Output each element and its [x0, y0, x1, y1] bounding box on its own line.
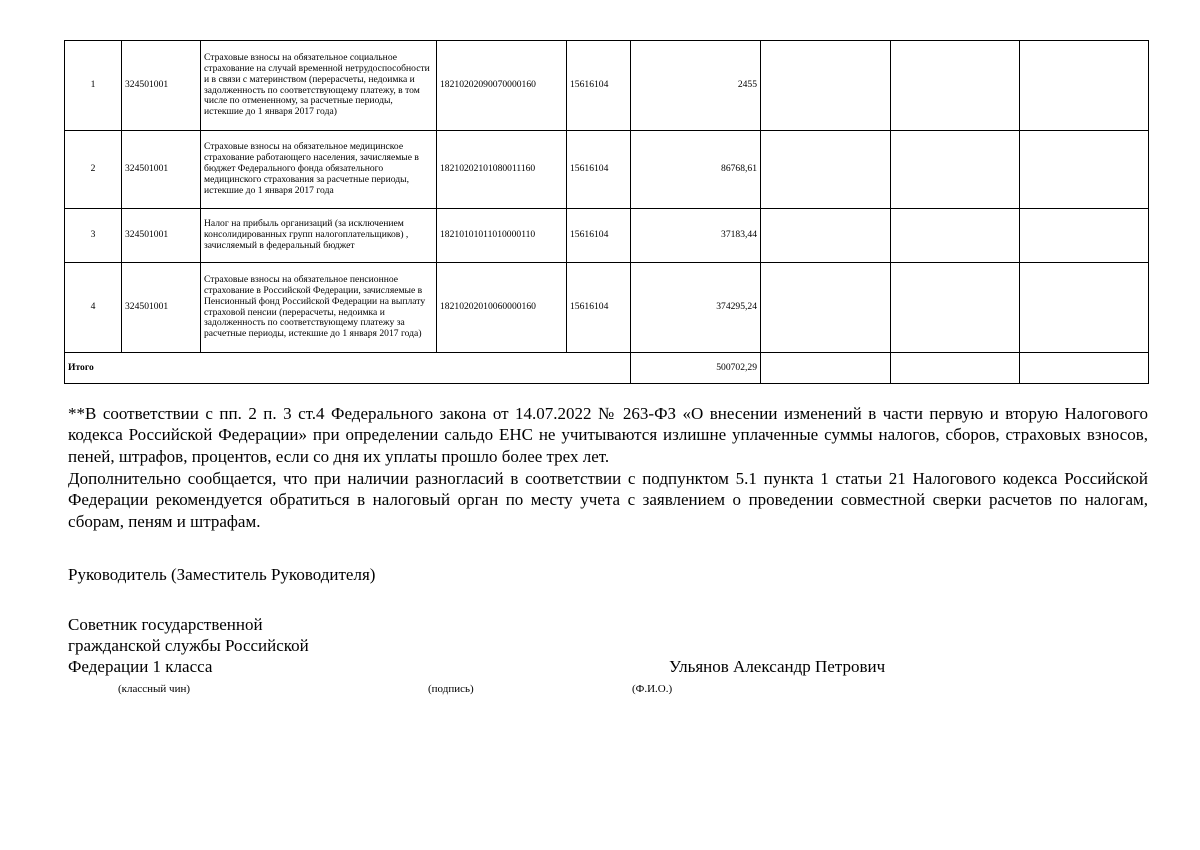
rank-line-3: Федерации 1 класса — [68, 657, 213, 676]
total-amount: 500702,29 — [631, 353, 761, 384]
table-row — [65, 41, 1149, 131]
empty-cell — [891, 263, 1020, 353]
empty-cell — [1020, 41, 1149, 131]
empty-cell — [891, 41, 1020, 131]
kbk-cell: 18210202010060000160 — [437, 263, 567, 353]
row-number: 2 — [65, 131, 122, 209]
payment-description: Налог на прибыль организаций (за исключением консолидированных групп налогоплательщиков) , зачисляемый в федеральный бюджет — [201, 209, 437, 263]
amount-cell: 2455 — [631, 41, 761, 131]
oktmo-cell: 15616104 — [567, 263, 631, 353]
empty-cell — [761, 209, 891, 263]
caption-signature: (подпись) — [428, 683, 474, 695]
kpp-cell: 324501001 — [122, 41, 201, 131]
empty-cell — [1020, 209, 1149, 263]
empty-cell — [761, 263, 891, 353]
empty-cell — [761, 353, 891, 384]
empty-cell — [891, 131, 1020, 209]
legal-note-paragraph: **В соответствии с пп. 2 п. 3 ст.4 Федерального закона от 14.07.2022 № 263-ФЗ «О внесении изменений в части первую и вторую Налогового кодекса Российской Федерации» при определении сальдо ЕНС не учитываются излишне уплаченные суммы налогов, сборов, страховых взносов, пеней, штрафов, процентов, если со дня их уплаты прошло более трех лет. — [68, 404, 1148, 466]
total-row — [65, 353, 1149, 384]
kpp-cell: 324501001 — [122, 131, 201, 209]
oktmo-cell: 15616104 — [567, 209, 631, 263]
payment-description: Страховые взносы на обязательное социальное страхование на случай временной нетрудоспособности и в связи с материнством (перерасчеты, недоимка и задолженность по соответствующему платежу, в том числе по отмененному, за расчетные периоды, истекшие до 1 января 2017 года) — [201, 41, 437, 131]
amount-cell: 86768,61 — [631, 131, 761, 209]
empty-cell — [1020, 263, 1149, 353]
empty-cell — [761, 41, 891, 131]
kpp-cell: 324501001 — [122, 263, 201, 353]
payment-description: Страховые взносы на обязательное пенсионное страхование в Российской Федерации, зачисляемые в Пенсионный фонд Российской Федерации на выплату страховой пенсии (перерасчеты, недоимка и задолженность по соответствующему платежу за расчетные периоды, истекшие до 1 января 2017 года) — [201, 263, 437, 353]
amount-cell: 374295,24 — [631, 263, 761, 353]
signer-name: Ульянов Александр Петрович — [669, 657, 886, 676]
empty-cell — [891, 209, 1020, 263]
kbk-cell: 18210202101080011160 — [437, 131, 567, 209]
kpp-cell: 324501001 — [122, 209, 201, 263]
row-number: 4 — [65, 263, 122, 353]
payment-description: Страховые взносы на обязательное медицинское страхование работающего населения, зачисляемые в бюджет Федерального фонда обязательного медицинского страхования за расчетные периоды, истекшие до 1 января 2017 года — [201, 131, 437, 209]
kbk-cell: 18210101011010000110 — [437, 209, 567, 263]
rank-line-1: Советник государственной — [68, 615, 263, 634]
empty-cell — [1020, 131, 1149, 209]
row-number: 1 — [65, 41, 122, 131]
reconciliation-note-paragraph: Дополнительно сообщается, что при наличии разногласий в соответствии с подпунктом 5.1 пункта 1 статьи 21 Налогового кодекса Российской Федерации рекомендуется обратиться в налоговый орган по месту учета с заявлением о проведении совместной сверки расчетов по налогам, сборам, пеням и штрафам. — [68, 469, 1148, 531]
total-label: Итого — [65, 353, 631, 384]
empty-cell — [891, 353, 1020, 384]
head-title: Руководитель (Заместитель Руководителя) — [68, 565, 376, 584]
oktmo-cell: 15616104 — [567, 41, 631, 131]
table-row — [65, 131, 1149, 209]
caption-name: (Ф.И.О.) — [632, 683, 673, 695]
table-row — [65, 263, 1149, 353]
amount-cell: 37183,44 — [631, 209, 761, 263]
empty-cell — [761, 131, 891, 209]
oktmo-cell: 15616104 — [567, 131, 631, 209]
debts-table — [64, 40, 1149, 384]
caption-rank: (классный чин) — [118, 683, 191, 695]
kbk-cell: 18210202090070000160 — [437, 41, 567, 131]
rank-line-2: гражданской службы Российской — [68, 636, 309, 655]
row-number: 3 — [65, 209, 122, 263]
empty-cell — [1020, 353, 1149, 384]
table-row — [65, 209, 1149, 263]
